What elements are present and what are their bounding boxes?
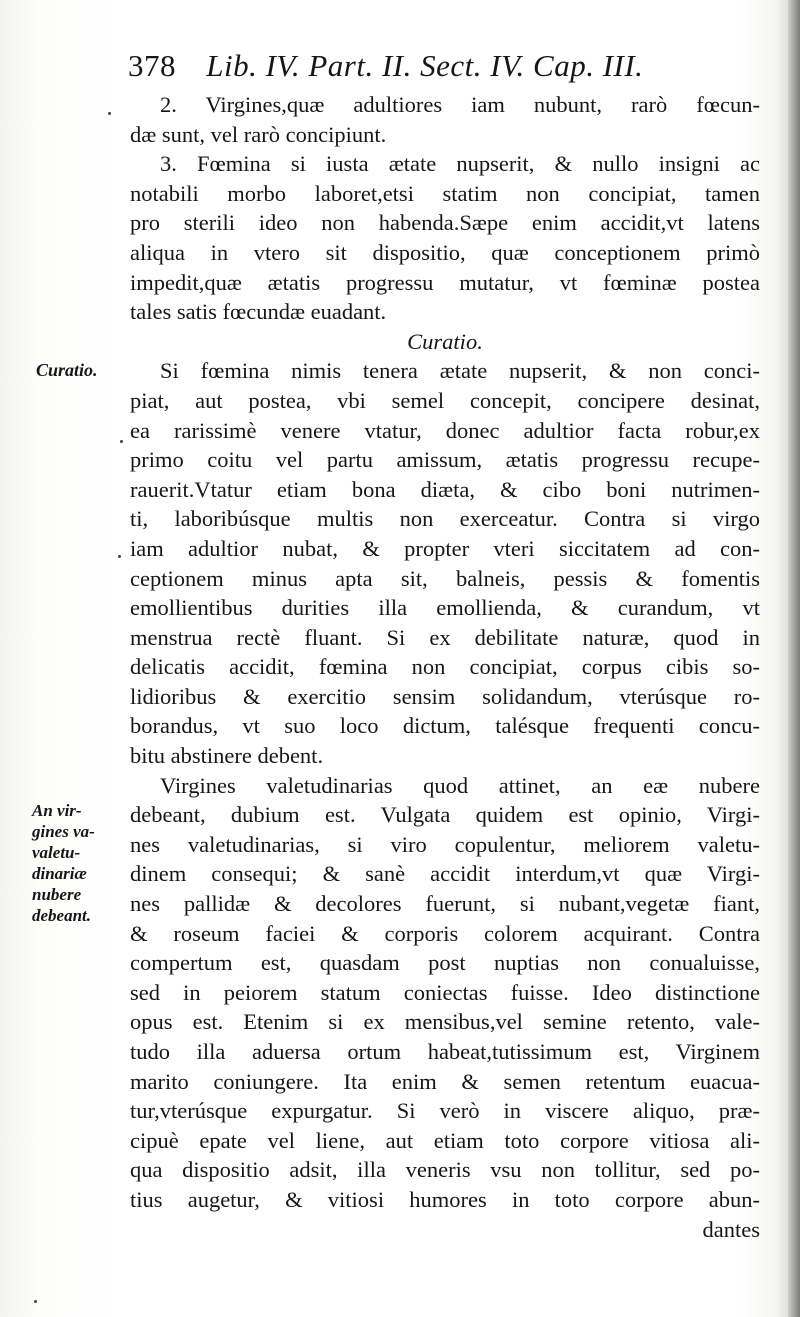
text-line: marito coniungere. Ita enim & semen retentum euacua- [130,1068,760,1094]
text-line: nes pallidæ & decolores fuerunt, si nubant,vegetæ fiant, [130,891,760,917]
text-line: qua dispositio adsit, illa veneris vsu non tollitur, sed po- [130,1157,760,1183]
margin-note-line: gines va- [32,822,95,841]
catchword: dantes [702,1216,760,1242]
text-line: 3. Fœmina si iusta ætate nupserit, & nullo insigni ac [160,151,760,177]
text-line: aliqua in vtero sit dispositio, quæ conceptionem primò [130,239,760,265]
text-line: Si fœmina nimis tenera ætate nupserit, & non conci- [160,358,760,384]
margin-note-line: debeant. [32,906,92,925]
running-title: Lib. IV. Part. II. Sect. IV. Cap. III. [206,48,644,83]
text-line: dæ sunt, vel rarò concipiunt. [130,121,387,147]
margin-note-line: nubere [32,885,82,904]
text-line: ti, laboribúsque multis non exerceatur. Contra si virgo [130,506,760,532]
text-line: tudo illa aduersa ortum habeat,tutissimum est, Virginem [130,1039,760,1064]
text-line: nes valetudinarias, si viro copulentur, meliorem valetu- [130,831,760,857]
text-line: cipuè epate vel liene, aut etiam toto corpore vitiosa ali- [130,1127,760,1153]
text-line: emollientibus durities illa emollienda, & curandum, vt [130,595,760,621]
text-line: compertum est, quasdam post nuptias non conualuisse, [130,950,760,976]
text-line: delicatis accidit, fœmina non concipiat, corpus cibis so- [130,654,760,680]
margin-note-line: valetu- [32,843,81,862]
text-line: impedit,quæ ætatis progressu mutatur, vt fœminæ postea [130,269,760,295]
text-line: notabili morbo laboret,etsi statim non concipiat, tamen [130,180,760,206]
text-line: lidioribus & exercitio sensim solidandum, vterúsque ro- [130,683,760,709]
text-line: iam adultior nubat, & propter vteri siccitatem ad con- [130,535,760,561]
text-line: menstrua rectè fluant. Si ex debilitate naturæ, quod in [130,624,760,650]
margin-note-line: An vir- [32,801,82,820]
text-line: piat, aut postea, vbi semel concepit, concipere desinat, [130,387,760,413]
text-line: 2. Virgines,quæ adultiores iam nubunt, rarò fœcun- [160,92,760,117]
text-line: & roseum faciei & corporis colorem acquirant. Contra [130,920,760,946]
text-line: bitu abstinere debent. [130,743,324,769]
ink-speck [34,1300,37,1303]
text-line: opus est. Etenim si ex mensibus,vel semine retento, vale- [130,1009,760,1035]
text-line: pro sterili ideo non habenda.Sæpe enim accidit,vt latens [130,210,760,236]
text-line: ea rarissimè venere vtatur, donec adultior facta robur,ex [130,417,760,443]
text-line: primo coitu vel partu amissum, ætatis progressu recupe- [130,447,760,473]
page-edge-shadow [788,0,800,1317]
text-line: ceptionem minus apta sit, balneis, pessis & fomentis [130,565,760,591]
margin-note-curatio [36,360,98,381]
margin-note-line: dinariæ [32,864,87,883]
margin-note-line: Curatio. [36,360,98,380]
margin-note-an-virgines [32,800,95,926]
body-text [130,90,760,1244]
text-line: tius augetur, & vitiosi humores in toto corpore abun- [130,1186,760,1212]
ink-speck [120,440,123,443]
ink-speck [118,555,121,558]
text-line: tur,vterúsque expurgatur. Si verò in viscere aliquo, præ- [130,1098,760,1124]
text-line: borandus, vt suo loco dictum, talésque frequenti concu- [130,713,760,739]
ink-speck [108,112,111,115]
running-head [128,48,728,88]
text-line: tales satis fœcundæ euadant. [130,299,387,325]
text-line: dinem consequi; & sanè accidit interdum,vt quæ Virgi- [130,861,760,887]
text-line: rauerit.Vtatur etiam bona diæta, & cibo boni nutrimen- [130,476,760,502]
section-heading: Curatio. [407,328,483,354]
text-line: debeant, dubium est. Vulgata quidem est opinio, Virgi- [130,802,760,828]
text-line: sed in peiorem statum coniectas fuisse. Ideo distinctione [130,979,760,1005]
text-line: Virgines valetudinarias quod attinet, an eæ nubere [160,772,760,798]
page-number: 378 [128,48,176,83]
